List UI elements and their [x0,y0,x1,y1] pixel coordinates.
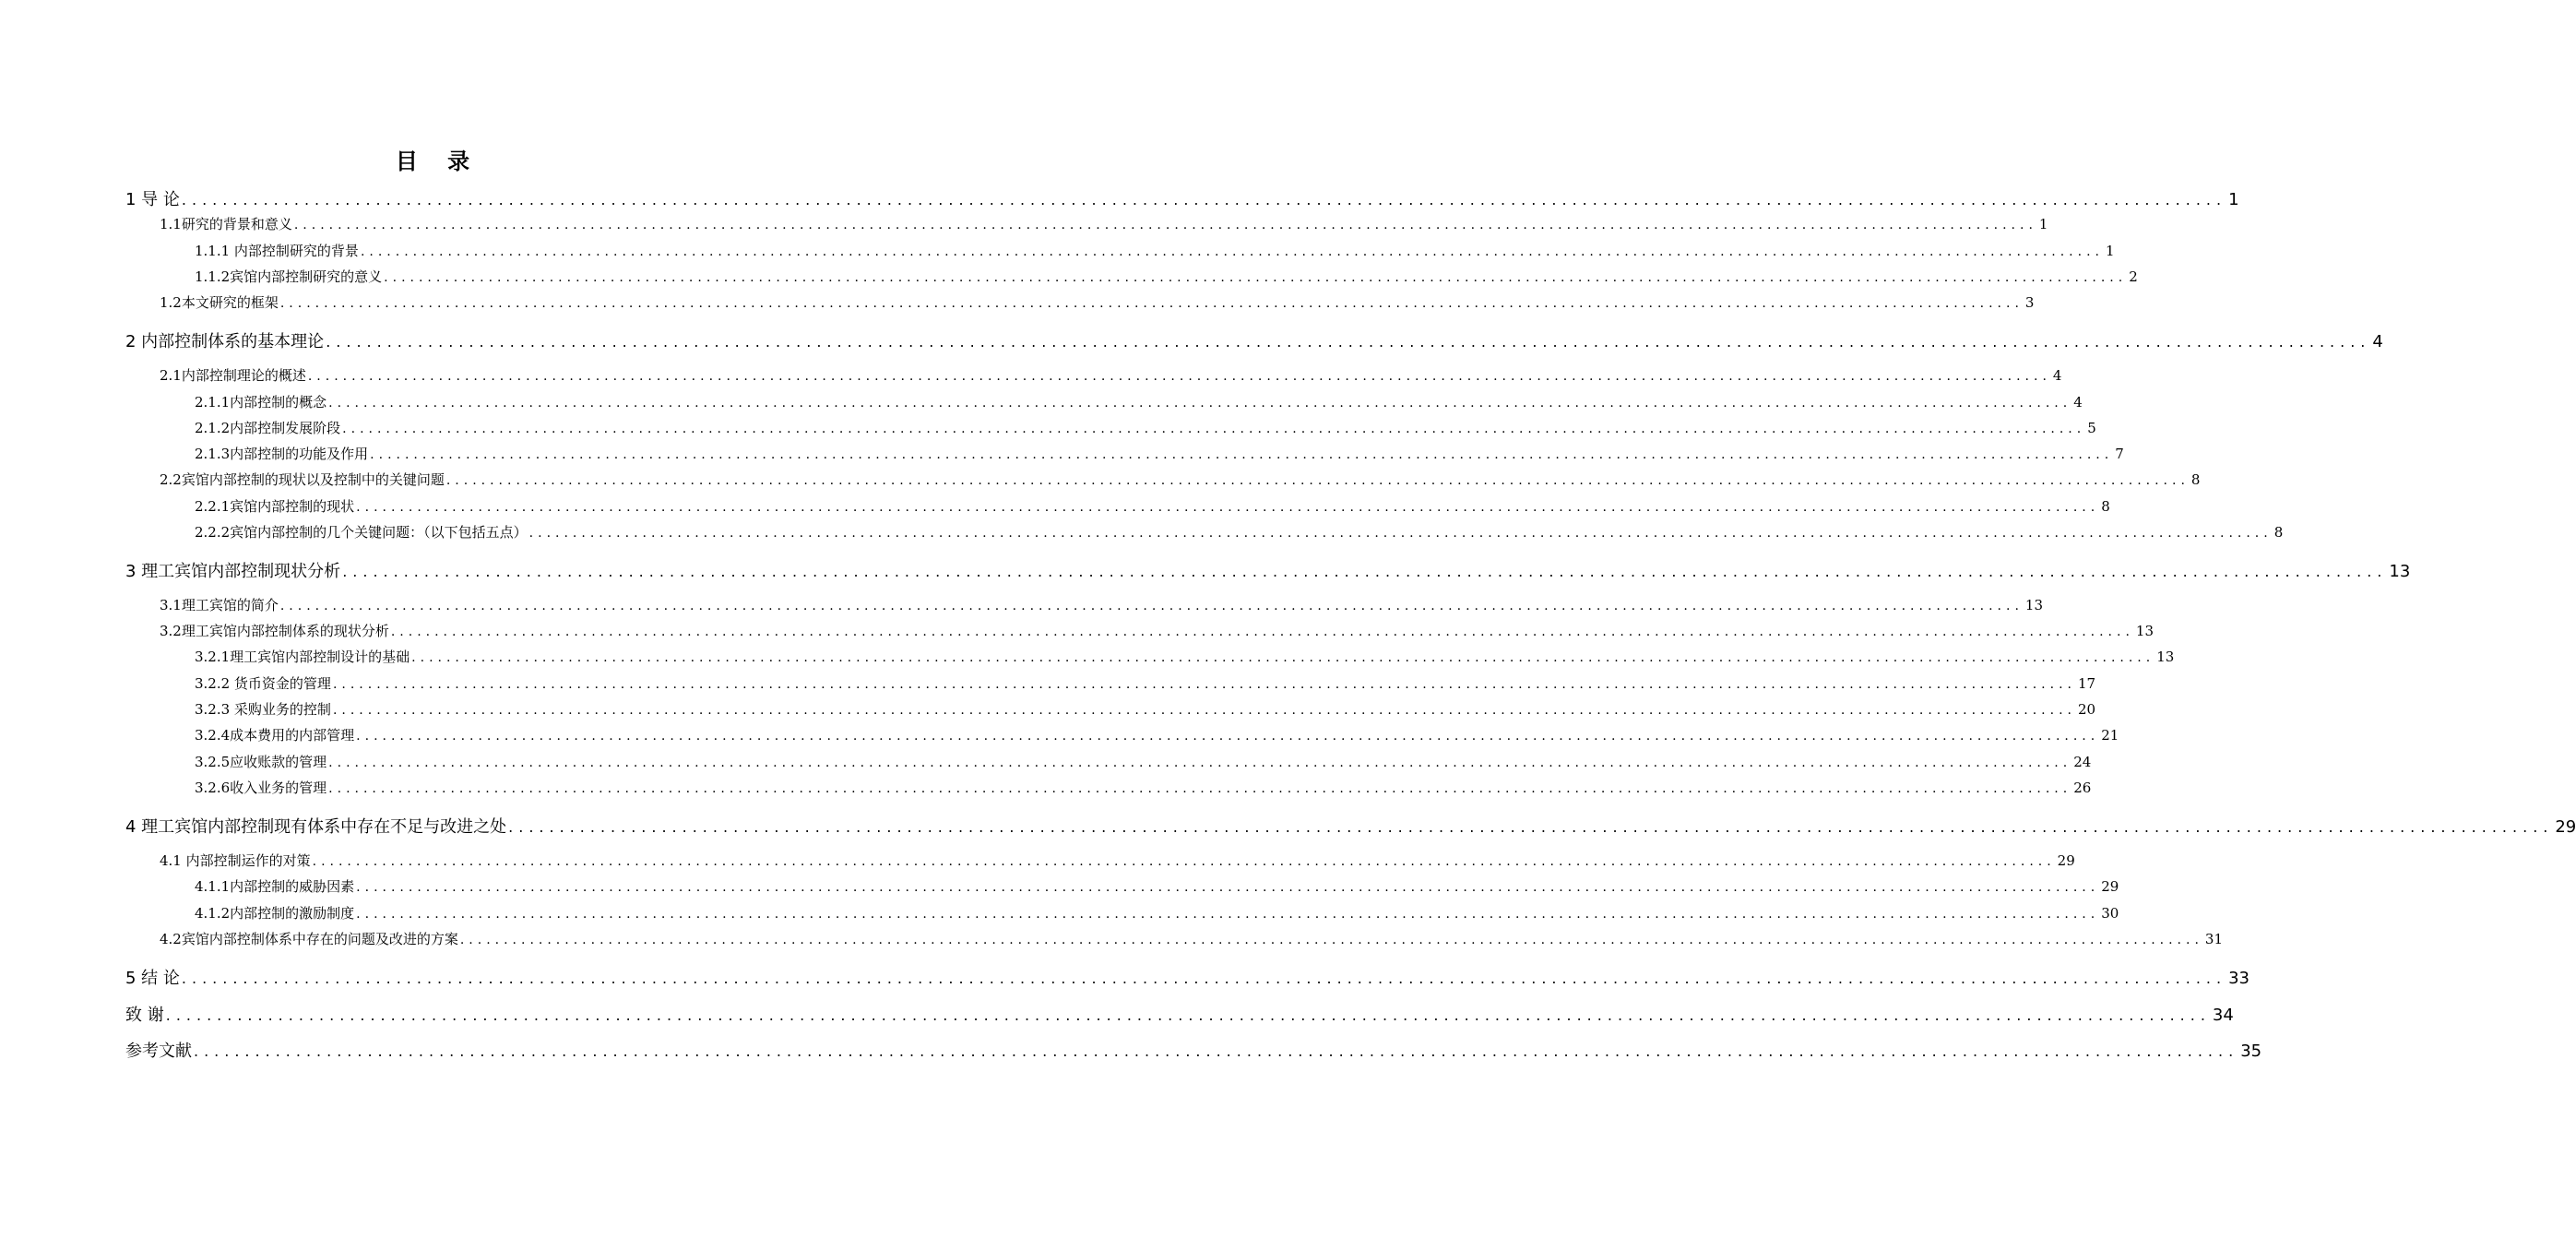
toc-entry [195,752,2092,771]
toc-entry [160,851,2075,870]
toc-entry-page: 8 [2101,498,2110,515]
toc-entry-label: 1 导 论 [125,190,180,209]
toc-entry [160,214,2048,233]
toc-entry-page: 4 [2372,332,2383,351]
toc-entry-label: 3 理工宾馆内部控制现状分析 [125,562,341,581]
toc-entry-page: 33 [2228,969,2250,988]
toc-entry-page: 24 [2073,754,2092,770]
toc-entry-label: 2.1.2内部控制发展阶段 [195,420,341,436]
toc-entry-label: 3.2.4成本费用的内部管理 [195,727,355,744]
toc-entry-page: 8 [2190,471,2201,488]
toc-leader-dots: ........................................................................................................................................................................................................ [328,756,2072,770]
toc-leader-dots: ........................................................................................................................................................................................................ [384,270,2128,285]
toc-entry-label: 2.1内部控制理论的概述 [160,367,306,384]
toc-entry [125,965,2250,989]
toc-leader-dots: ........................................................................................................................................................................................................ [332,703,2076,718]
toc-entry-label: 1.1研究的背景和意义 [160,216,292,232]
toc-entry [195,496,2110,516]
toc-entry-page: 34 [2212,1006,2234,1025]
toc-entry-label: 1.1.1 内部控制研究的背景 [195,243,359,259]
toc-entry-page: 30 [2101,905,2119,922]
toc-entry-page: 4 [2073,394,2083,411]
toc-entry [195,725,2119,744]
toc-entry-page: 21 [2101,727,2119,744]
toc-entry-label: 参考文献 [125,1042,192,1061]
toc-leader-dots: ........................................................................................................................................................................................................ [181,191,2227,208]
toc-entry-label: 2.2.2宾馆内部控制的几个关键问题：（以下包括五点） [195,524,528,541]
toc-leader-dots: ........................................................................................................................................................................................................ [459,933,2203,947]
toc-entry-label: 4.2宾馆内部控制体系中存在的问题及改进的方案 [160,931,458,947]
toc-leader-dots: ........................................................................................................................................................................................................ [370,447,2114,462]
toc-entry-label: 致 谢 [125,1006,164,1025]
toc-entry-page: 2 [2129,268,2138,285]
toc-leader-dots: ........................................................................................................................................................................................................ [356,729,2100,744]
toc-leader-dots: ........................................................................................................................................................................................................ [312,854,2056,869]
toc-entry [125,1002,2234,1026]
toc-entry-label: 4.1.2内部控制的激励制度 [195,905,355,922]
toc-leader-dots: ........................................................................................................................................................................................................ [356,880,2100,895]
toc-entry-page: 1 [2228,190,2239,209]
toc-entry [195,444,2124,463]
toc-leader-dots: ........................................................................................................................................................................................................ [342,422,2086,436]
toc-entry-label: 4 理工宾馆内部控制现有体系中存在不足与改进之处 [125,817,507,837]
toc-entry [160,621,2154,640]
toc-entry-page: 7 [2115,446,2124,462]
toc-entry [160,365,2062,385]
toc-entry [195,267,2138,286]
toc-entry [125,328,2383,352]
toc-entry [195,241,2115,260]
toc-entry-page: 4 [2052,367,2062,384]
toc-entry-label: 2.1.3内部控制的功能及作用 [195,446,369,462]
toc-entry-page: 1 [2038,216,2048,232]
toc-entry-label: 3.1理工宾馆的简介 [160,597,279,613]
toc-leader-dots: ........................................................................................................................................................................................................ [508,818,2554,836]
toc-leader-dots: ........................................................................................................................................................................................................ [411,650,2155,665]
toc-leader-dots: ........................................................................................................................................................................................................ [279,599,2024,613]
toc-entry-page: 13 [2156,649,2175,665]
toc-entry-label: 2.2宾馆内部控制的现状以及控制中的关键问题 [160,471,445,488]
toc-leader-dots: ........................................................................................................................................................................................................ [528,526,2273,541]
toc-entry-page: 29 [2555,817,2576,837]
toc-entry-page: 31 [2204,931,2223,947]
toc-leader-dots: ........................................................................................................................................................................................................ [307,369,2051,384]
toc-entry [195,876,2119,896]
toc-entry [125,558,2411,582]
toc-entry-label: 2.1.1内部控制的概念 [195,394,327,411]
toc-entry-label: 4.1 内部控制运作的对策 [160,852,311,869]
toc-entry [160,292,2035,312]
toc-entry-label: 2.2.1宾馆内部控制的现状 [195,498,355,515]
toc-entry [195,522,2284,542]
toc-entry-label: 2 内部控制体系的基本理论 [125,332,325,351]
toc-leader-dots: ........................................................................................................................................................................................................ [279,296,2024,311]
toc-leader-dots: ........................................................................................................................................................................................................ [356,907,2100,922]
toc-entry [160,929,2223,948]
toc-entry-label: 3.2理工宾馆内部控制体系的现状分析 [160,623,389,639]
toc-entry-label: 3.2.6收入业务的管理 [195,780,327,796]
toc-entry [160,470,2201,489]
toc-entry-label: 3.2.2 货币资金的管理 [195,675,331,692]
toc-leader-dots: ........................................................................................................................................................................................................ [181,970,2227,987]
toc-leader-dots: ........................................................................................................................................................................................................ [326,333,2371,351]
toc-leader-dots: ........................................................................................................................................................................................................ [360,244,2104,259]
toc-entry-page: 8 [2273,524,2284,541]
toc-entry [195,778,2092,797]
toc-entry-page: 20 [2077,701,2096,718]
toc-entry [125,186,2239,210]
toc-entry [195,699,2096,719]
toc-entry-label: 3.2.5应收账款的管理 [195,754,327,770]
toc-entry-page: 26 [2073,780,2092,796]
toc-leader-dots: ........................................................................................................................................................................................................ [328,781,2072,796]
toc-leader-dots: ........................................................................................................................................................................................................ [332,677,2076,692]
toc-entry-page: 1 [2105,243,2115,259]
toc-entry [195,647,2175,666]
toc-entry [160,595,2043,614]
toc-entry [125,814,2576,838]
toc-leader-dots: ........................................................................................................................................................................................................ [342,563,2388,580]
toc-entry-label: 1.2本文研究的框架 [160,294,279,311]
toc-leader-dots: ........................................................................................................................................................................................................ [445,473,2190,488]
toc-entry-page: 3 [2024,294,2035,311]
toc-entry-page: 13 [2135,623,2154,639]
toc-entry-page: 29 [2101,878,2119,895]
toc-leader-dots: ........................................................................................................................................................................................................ [390,625,2134,639]
toc-entry-label: 3.2.1理工宾馆内部控制设计的基础 [195,649,410,665]
toc-entry [195,673,2096,693]
toc-entry [125,1038,2262,1062]
toc-entry-page: 5 [2087,420,2096,436]
toc-entry-label: 3.2.3 采购业务的控制 [195,701,331,718]
toc-entry-page: 35 [2240,1042,2262,1061]
toc-entry-page: 29 [2057,852,2075,869]
toc-leader-dots: ........................................................................................................................................................................................................ [293,218,2037,232]
toc-entry-page: 13 [2024,597,2043,613]
toc-leader-dots: ........................................................................................................................................................................................................ [328,396,2072,411]
toc-entry [195,418,2096,437]
toc-leader-dots: ........................................................................................................................................................................................................ [165,1006,2211,1024]
toc-entry [195,903,2119,923]
toc-entry [195,392,2083,411]
toc-entry-page: 13 [2389,562,2411,581]
toc-entry-label: 4.1.1内部控制的威胁因素 [195,878,355,895]
toc-entry-label: 1.1.2宾馆内部控制研究的意义 [195,268,383,285]
toc-leader-dots: ........................................................................................................................................................................................................ [194,1042,2239,1060]
toc-title: 目 录 [395,149,481,174]
toc-entry-page: 17 [2077,675,2096,692]
toc-entry-label: 5 结 论 [125,969,180,988]
toc-leader-dots: ........................................................................................................................................................................................................ [356,500,2100,515]
